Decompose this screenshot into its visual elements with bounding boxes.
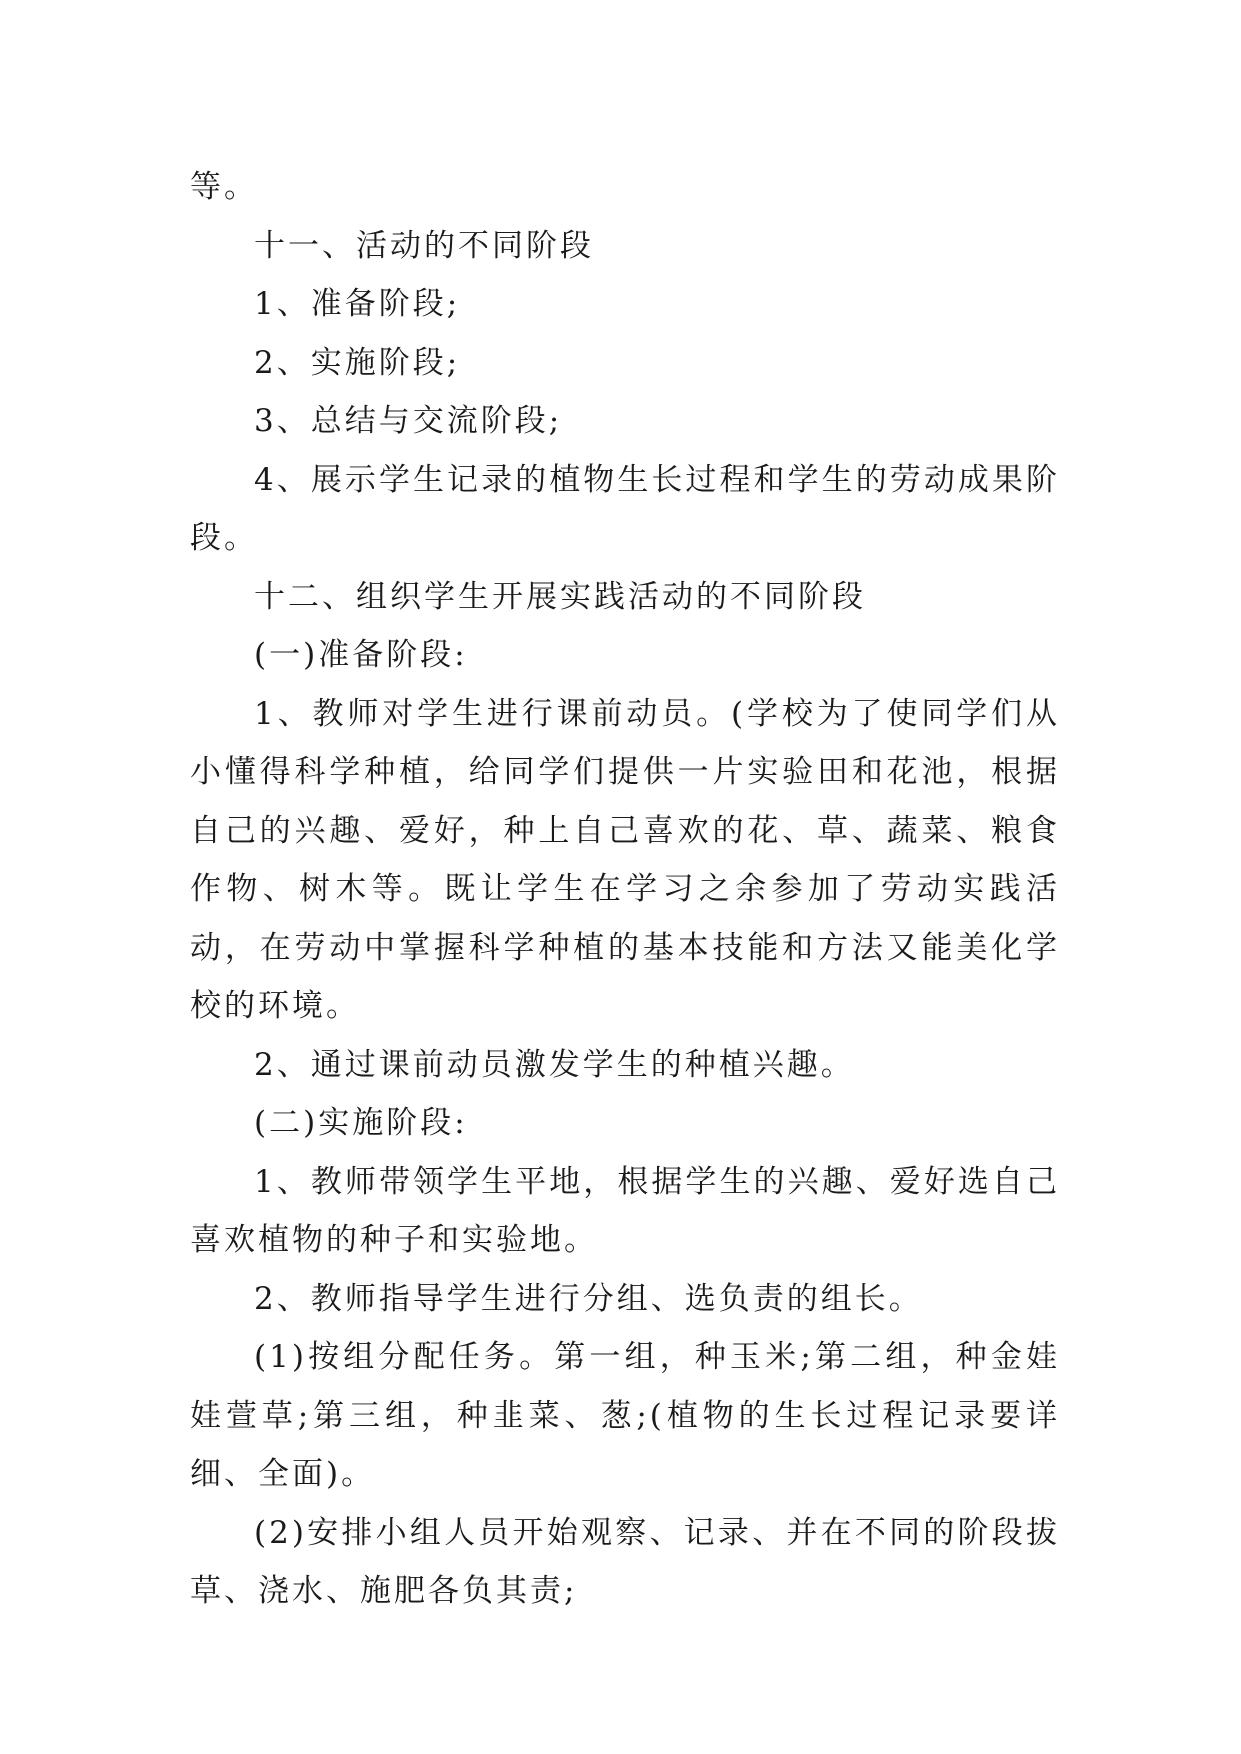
paragraph-continuation: 等。 [190,169,258,205]
document-body [190,158,1060,1621]
paragraph-grouping: 2、教师指导学生进行分组、选负责的组长。 [254,1280,923,1317]
section-heading-11: 十一、活动的不同阶段 [254,227,594,264]
paragraph-observation: (2)安排小组人员开始观察、记录、并在不同的阶段拔草、浇水、施肥各负其责; [190,1514,1060,1609]
list-item-stage-2: 2、实施阶段; [254,344,461,381]
section-heading-12: 十二、组织学生开展实践活动的不同阶段 [254,578,866,615]
list-item-stage-4: 4、展示学生记录的植物生长过程和学生的劳动成果阶段。 [190,461,1060,556]
list-item-stage-3: 3、总结与交流阶段; [254,403,563,439]
paragraph-interest: 2、通过课前动员激发学生的种植兴趣。 [254,1046,855,1083]
paragraph-mobilization: 1、教师对学生进行课前动员。(学校为了使同学们从小懂得科学种植，给同学们提供一片实验田和花池，根据自己的兴趣、爱好，种上自己喜欢的花、草、蔬菜、粮食作物、树木等。既让学生在学习之余参加了劳动实践活动，在劳动中掌握科学种植的基本技能和方法又能美化学校的环境。 [190,695,1060,1024]
paragraph-task-assignment: (1)按组分配任务。第一组，种玉米;第二组，种金娃娃萱草;第三组，种韭菜、葱;(植物的生长过程记录要详细、全面)。 [190,1339,1060,1492]
paragraph-leveling: 1、教师带领学生平地，根据学生的兴趣、爱好选自己喜欢植物的种子和实验地。 [190,1163,1060,1258]
list-item-stage-1: 1、准备阶段; [254,286,461,322]
subsection-implementation: (二)实施阶段: [254,1105,468,1141]
subsection-preparation: (一)准备阶段: [254,637,468,673]
